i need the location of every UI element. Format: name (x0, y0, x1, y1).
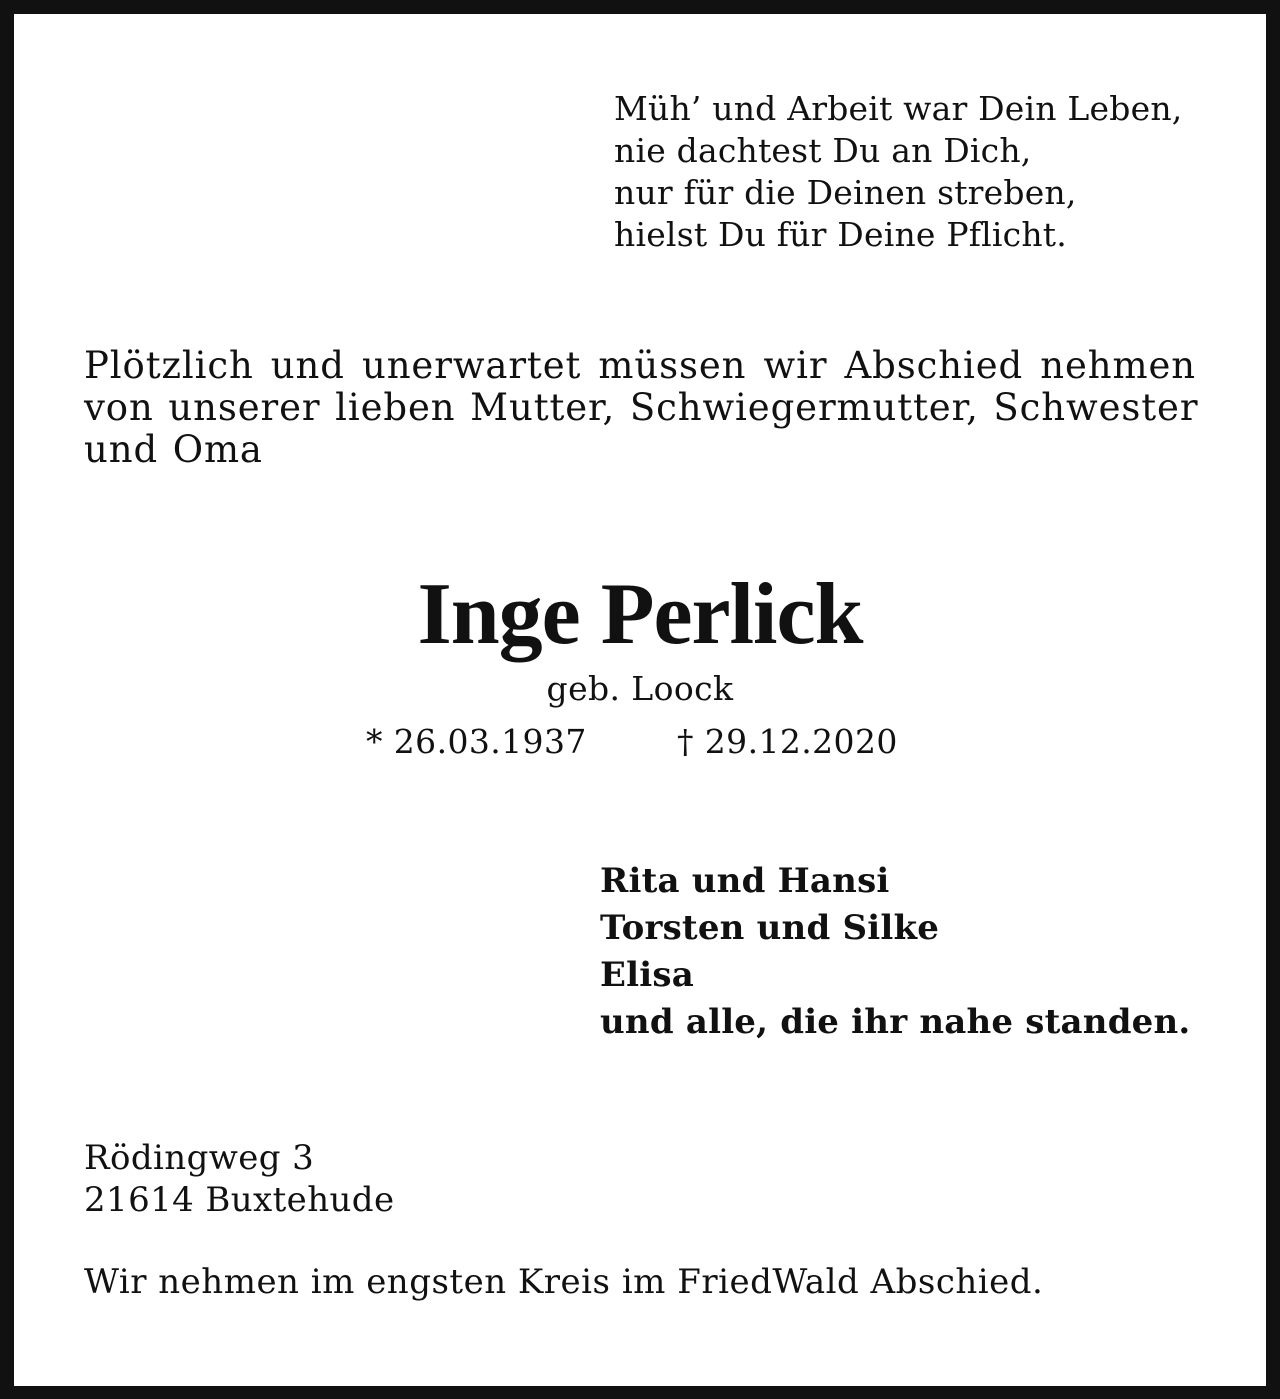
poem-verse (614, 88, 1182, 256)
intro-paragraph (84, 344, 1199, 471)
closing-note: Wir nehmen im engsten Kreis im FriedWald Abschied. (84, 1262, 1044, 1302)
mourner-line: Rita und Hansi (600, 861, 890, 901)
intro-line: und Oma (84, 428, 263, 471)
mourner-line: und alle, die ihr nahe standen. (600, 1002, 1191, 1042)
deceased-name: Inge Perlick (417, 566, 863, 663)
poem-line: nie dachtest Du an Dich, (614, 131, 1032, 170)
intro-line: Plötzlich und unerwartet müssen wir Abschied nehmen (84, 344, 1196, 387)
maiden-name: geb. Loock (546, 669, 734, 708)
poem-line: nur für die Deinen streben, (614, 173, 1077, 212)
birth-date: * 26.03.1937 (366, 722, 587, 761)
death-date: † 29.12.2020 (677, 722, 898, 761)
poem-line: Müh’ und Arbeit war Dein Leben, (614, 89, 1183, 128)
mourner-line: Elisa (600, 955, 694, 995)
poem-line: hielst Du für Deine Pflicht. (614, 215, 1067, 254)
address-street: Rödingweg 3 (84, 1138, 315, 1178)
address-city: 21614 Buxtehude (84, 1180, 395, 1220)
intro-line: von unserer lieben Mutter, Schwiegermutter, Schwester (84, 386, 1199, 429)
mourners-list (600, 858, 1190, 1046)
mourner-line: Torsten und Silke (600, 908, 940, 948)
life-dates (366, 721, 898, 763)
address-block (84, 1137, 395, 1221)
